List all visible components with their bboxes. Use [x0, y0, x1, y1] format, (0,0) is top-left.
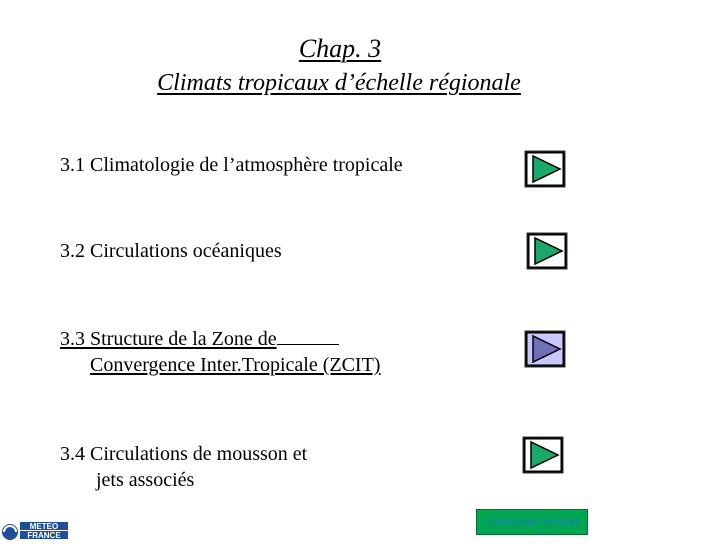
sommaire-general-button[interactable]: sommaire général — [476, 509, 588, 535]
meteo-france-logo — [0, 520, 70, 540]
chapter-subtitle: Climats tropicaux d’échelle régionale — [157, 70, 521, 96]
section-3-4-label — [60, 441, 307, 493]
section-3-1-text: 3.1 Climatologie de l’atmosphère tropicale — [60, 154, 403, 176]
section-3-3-label[interactable] — [60, 326, 380, 378]
section-3-3-button[interactable] — [524, 330, 564, 366]
section-3-1-label — [60, 152, 403, 178]
section-3-4-text-line2: jets associés — [96, 469, 195, 491]
section-3-4-button[interactable] — [522, 436, 562, 472]
section-3-1-button[interactable] — [524, 150, 564, 186]
meteo-france-logo-icon — [0, 520, 70, 540]
play-triangle-icon — [522, 436, 564, 474]
section-3-3-text-line2[interactable]: Convergence Inter.Tropicale (ZCIT) — [90, 354, 381, 376]
section-3-4-text-line1: 3.4 Circulations de mousson et — [60, 443, 308, 465]
play-triangle-icon — [524, 150, 566, 188]
section-3-3-text-line1[interactable]: 3.3 Structure de la Zone de — [60, 328, 277, 350]
chapter-title: Chap. 3 — [298, 34, 382, 63]
section-3-2-label — [60, 238, 282, 264]
play-triangle-icon — [526, 232, 568, 270]
svg-text:METEO: METEO — [29, 522, 59, 531]
play-triangle-icon — [524, 330, 566, 368]
svg-text:FRANCE: FRANCE — [27, 531, 61, 540]
section-3-2-text: 3.2 Circulations océaniques — [60, 240, 282, 262]
section-3-2-button[interactable] — [526, 232, 566, 268]
